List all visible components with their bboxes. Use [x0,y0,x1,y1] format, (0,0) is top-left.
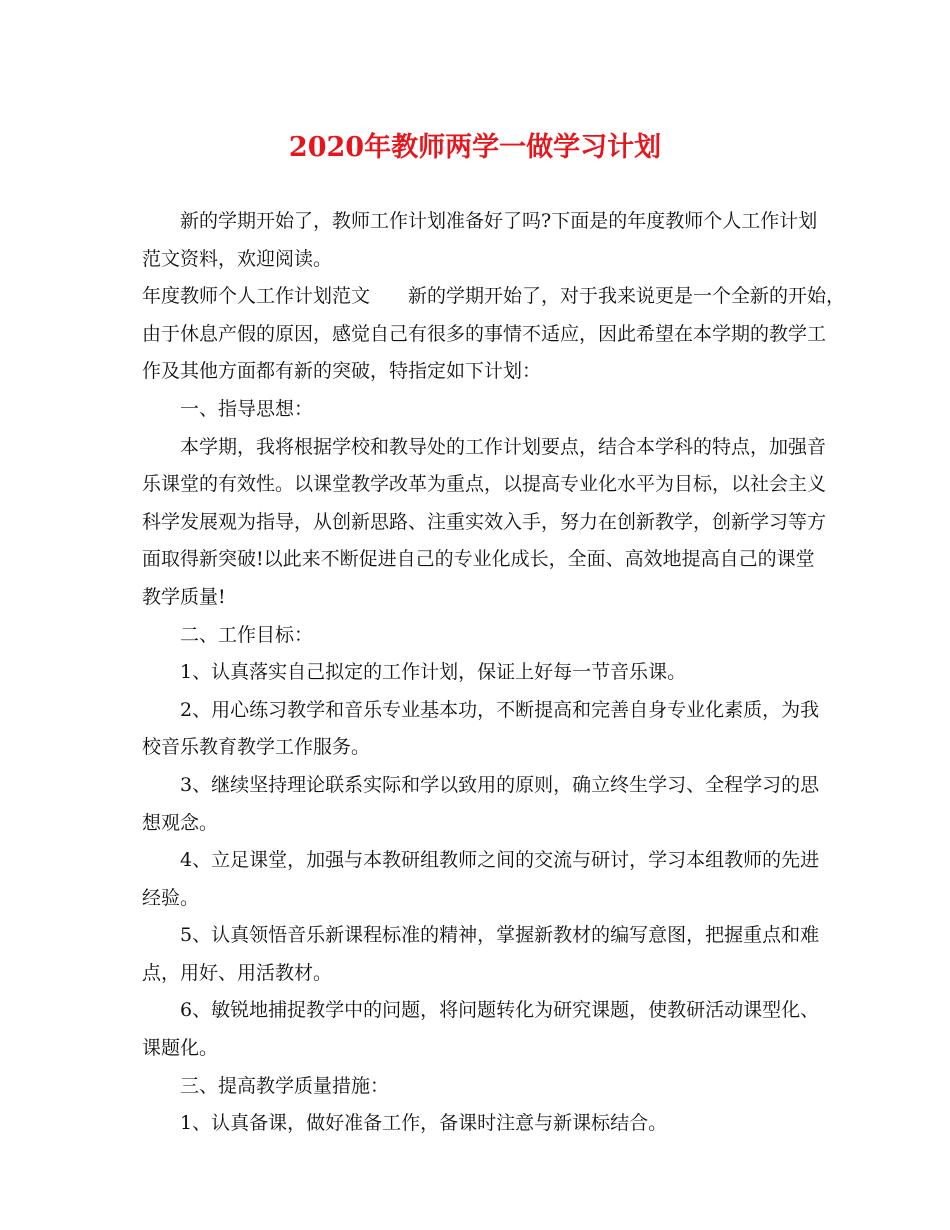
text-line-content: 新的学期开始了，教师工作计划准备好了吗?下面是的年度教师个人工作计划 [180,210,818,232]
text-line [142,278,846,316]
text-line-content: 点，用好、用活教材。 [142,961,333,984]
text-line-content: 一、指导思想： [180,397,314,420]
text-line-content: 范文资料，欢迎阅读。 [142,247,333,270]
text-line-content: 年度教师个人工作计划范文 [142,285,371,308]
text-line [142,917,822,955]
text-line-content: 三、提高教学质量措施： [180,1074,390,1097]
text-line [142,1068,822,1106]
text-line [142,729,822,767]
text-line-content: 面取得新突破!以此来不断促进自己的专业化成长，全面、高效地提高自己的课堂 [142,548,815,571]
text-line-continuation: 新的学期开始了，对于我来说更是一个全新的开始， [408,285,846,308]
text-line-content: 经验。 [142,886,200,909]
text-line-content: 5、认真领悟音乐新课程标准的精神，掌握新教材的编写意图，把握重点和难 [180,924,820,947]
text-line-content: 3、继续坚持理论联系实际和学以致用的原则，确立终生学习、全程学习的思 [180,773,820,796]
text-line-content: 作及其他方面都有新的突破，特指定如下计划： [142,360,542,383]
text-line [142,241,822,279]
text-line [142,353,822,391]
text-line-content: 2、用心练习教学和音乐专业基本功，不断提高和完善自身专业化素质，为我 [180,698,820,721]
text-line-content: 由于休息产假的原因，感觉自己有很多的事情不适应，因此希望在本学期的教学工 [142,322,827,345]
text-line [142,316,827,354]
text-line [142,654,822,692]
text-line [142,579,822,617]
text-line [142,203,822,241]
text-line-content: 二、工作目标： [180,623,314,646]
text-line [142,955,822,993]
document-title: 2020年教师两学一做学习计划 [288,132,662,163]
text-line-content: 6、敏锐地捕捉教学中的问题，将问题转化为研究课题，使教研活动课型化、 [180,999,820,1022]
text-line-content: 1、认真落实自己拟定的工作计划，保证上好每一节音乐课。 [180,661,687,684]
text-line-content: 乐课堂的有效性。以课堂教学改革为重点，以提高专业化水平为目标，以社会主义 [142,473,827,496]
text-line-content: 4、立足课堂，加强与本教研组教师之间的交流与研讨，学习本组教师的先进 [180,849,820,872]
text-line [142,805,822,843]
text-line [142,617,822,655]
text-line [142,541,822,579]
text-line [142,692,822,730]
text-line-content: 想观念。 [142,811,219,834]
text-line [142,767,822,805]
text-line [142,992,822,1030]
text-line-content: 校音乐教育教学工作服务。 [142,736,371,759]
text-line-content: 课题化。 [142,1037,219,1060]
text-line [142,466,827,504]
text-line-content: 本学期，我将根据学校和教导处的工作计划要点，结合本学科的特点，加强音 [180,435,827,458]
text-line [142,1030,822,1068]
text-line-content: 科学发展观为指导，从创新思路、注重实效入手，努力在创新教学，创新学习等方 [142,510,827,533]
text-line-content: 1、认真备课，做好准备工作，备课时注意与新课标结合。 [180,1112,668,1135]
text-line [142,391,822,429]
text-line [142,842,822,880]
document-body [142,203,846,1143]
text-line [142,1105,822,1143]
text-line-content: 教学质量! [142,585,226,608]
text-line [142,429,827,467]
text-line [142,504,827,542]
text-line [142,880,822,918]
